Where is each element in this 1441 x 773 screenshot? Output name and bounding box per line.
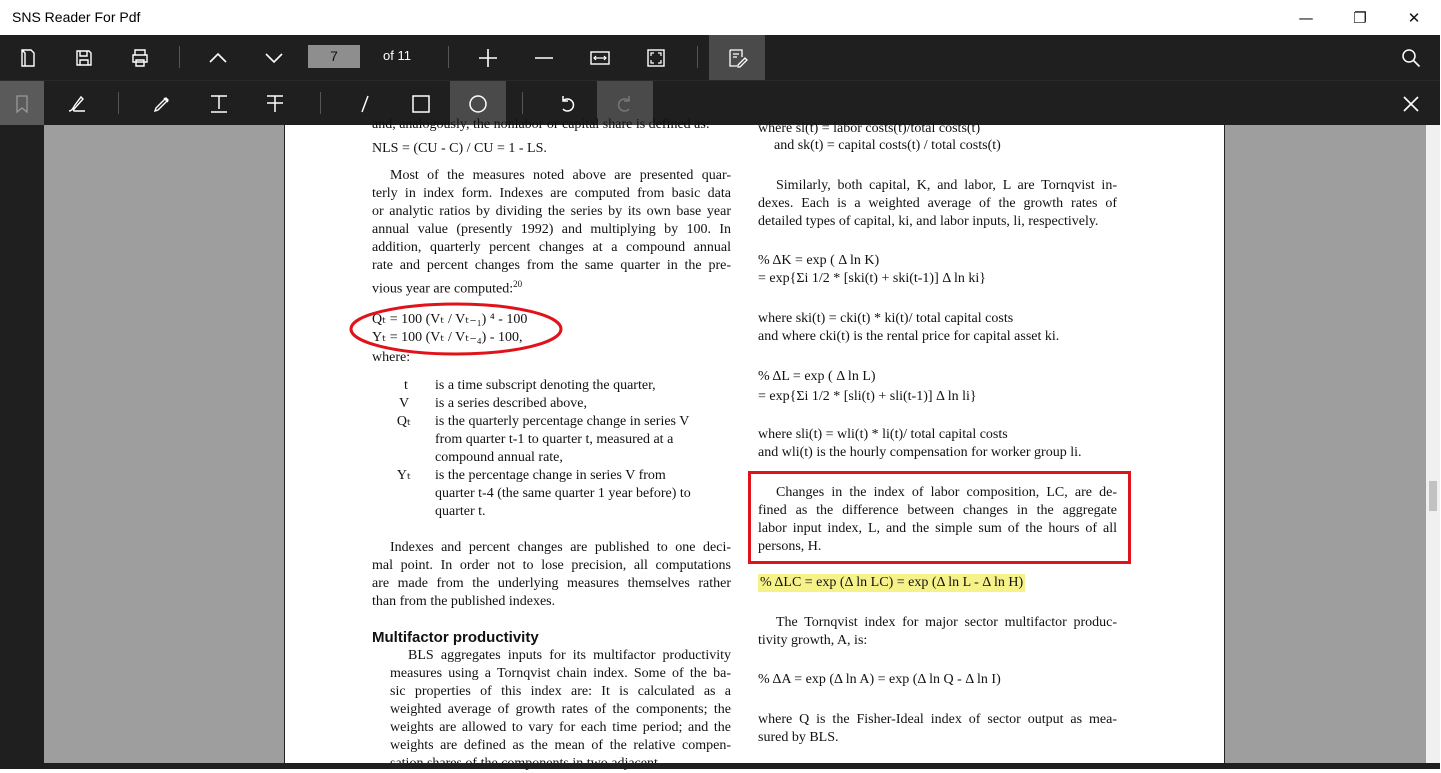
annotate-toggle-button[interactable] — [709, 35, 765, 80]
title-bar — [0, 0, 1440, 35]
fullscreen-icon — [645, 47, 667, 69]
text-line: where sli(t) = wli(t) * li(t)/ total capital costs — [758, 427, 1008, 442]
def-symbol: t — [404, 378, 408, 393]
document-viewer[interactable] — [44, 117, 1426, 769]
text-line: where Q is the Fisher-Ideal index of sector output as mea- — [758, 712, 1117, 727]
text-line: tivity growth, A, is: — [758, 633, 868, 648]
section-heading: Multifactor productivity — [372, 629, 539, 646]
text-line: sic properties of this index are: It is calculated as a — [390, 684, 731, 699]
text-line: and sk(t) = capital costs(t) / total costs(t) — [774, 138, 1001, 153]
text-line: labor input index, L, and the simple sum of the hours of all — [758, 521, 1117, 536]
rectangle-icon — [410, 93, 432, 115]
def-symbol: Qₜ — [396, 414, 412, 429]
minus-icon — [533, 47, 555, 69]
text-line: where: — [372, 350, 411, 365]
print-button[interactable] — [118, 35, 162, 80]
def-symbol: V — [398, 396, 410, 411]
text-line: measures using a Tornqvist chain index. Some of the ba- — [390, 666, 731, 681]
text-line: terly in index form. Indexes are computed from basic data — [372, 186, 731, 201]
minimize-button[interactable]: — — [1298, 8, 1314, 27]
chevron-down-icon — [263, 47, 285, 69]
text-line: where sl(t) = labor costs(t)/total costs(t) — [758, 121, 981, 136]
text-line: and wli(t) is the hourly compensation for worker group li. — [758, 445, 1082, 460]
annotation-toolbar — [0, 80, 1440, 125]
annotate-icon — [726, 47, 748, 69]
page-number-input[interactable]: 7 — [308, 45, 360, 68]
text-line — [372, 275, 522, 299]
text-line: and where cki(t) is the rental price for capital asset ki. — [758, 329, 1060, 344]
def-text: is the quarterly percentage change in series V — [435, 414, 690, 429]
search-button[interactable] — [1389, 35, 1433, 80]
ellipse-annotation[interactable] — [348, 301, 564, 357]
equation-k2: = exp{Σi 1/2 * [ski(t) + ski(t-1)] Δ ln ki} — [758, 271, 986, 286]
equation-q: Qₜ = 100 (Vₜ / Vₜ₋₁) ⁴ - 100 — [372, 312, 528, 327]
text-line: detailed types of capital, ki, and labor inputs, li, respectively. — [758, 214, 1099, 229]
rectangle-annotation[interactable] — [748, 471, 1131, 564]
strikethrough-button[interactable] — [253, 81, 297, 126]
highlighter-icon — [151, 93, 173, 115]
equation-a: % ΔA = exp (Δ ln A) = exp (Δ ln Q - Δ ln I) — [758, 672, 1001, 687]
text-line: fined as the difference between changes in the aggregate — [758, 503, 1117, 518]
fit-width-icon — [589, 47, 611, 69]
main-toolbar — [0, 35, 1440, 80]
line-icon — [354, 93, 376, 115]
equation-l2: = exp{Σi 1/2 * [sli(t) + sli(t-1)] Δ ln li} — [758, 389, 977, 404]
highlighted-equation[interactable]: % ΔLC = exp (Δ ln LC) = exp (Δ ln L - Δ ln H) — [760, 575, 1024, 590]
text-line: Similarly, both capital, K, and labor, L are Tornqvist in- — [776, 178, 1117, 193]
def-text: quarter t-4 (the same quarter 1 year before) to — [435, 486, 691, 501]
scrollbar-thumb[interactable] — [1429, 481, 1437, 511]
text-line: weighted average of growth rates of the components; the — [390, 702, 731, 717]
equation-y: Yₜ = 100 (Vₜ / Vₜ₋₄) - 100, — [372, 330, 523, 345]
footnote-ref: 20 — [513, 279, 523, 289]
def-text: from quarter t-1 to quarter t, measured at a — [435, 432, 674, 447]
bottom-bar — [0, 763, 1440, 769]
redo-icon — [614, 93, 636, 115]
text-line: sured by BLS. — [758, 730, 839, 745]
next-page-button[interactable] — [252, 35, 296, 80]
text-line: NLS = (CU - C) / CU = 1 - LS. — [372, 141, 547, 156]
text-line: addition, quarterly percent changes at a compound annual — [372, 240, 731, 255]
page-total-label: of 11 — [383, 48, 411, 63]
text-span: vious year are computed: — [372, 281, 514, 297]
text-line: persons, H. — [758, 539, 822, 554]
text-line: weights are allowed to vary for each time period; and the — [390, 720, 731, 735]
def-text: is a time subscript denoting the quarter, — [435, 378, 656, 393]
fit-width-button[interactable] — [578, 35, 622, 80]
def-text: is a series described above, — [435, 396, 587, 411]
text-line: The Tornqvist index for major sector multifactor produc- — [776, 615, 1117, 630]
vertical-scrollbar[interactable] — [1426, 125, 1440, 769]
zoom-in-button[interactable] — [466, 35, 510, 80]
def-text: compound annual rate, — [435, 450, 563, 465]
text-line: Most of the measures noted above are presented quar- — [390, 168, 731, 183]
book-icon — [17, 47, 39, 69]
previous-page-button[interactable] — [196, 35, 240, 80]
fullscreen-button[interactable] — [634, 35, 678, 80]
underline-button[interactable] — [197, 81, 241, 126]
save-icon — [73, 47, 95, 69]
def-text: is the percentage change in series V from — [435, 468, 666, 483]
text-line: Indexes and percent changes are published to one deci- — [390, 540, 731, 555]
equation-k1: % ΔK = exp ( Δ ln K) — [758, 253, 880, 268]
bookmark-button[interactable] — [0, 81, 44, 126]
text-line: where ski(t) = cki(t) * ki(t)/ total capital costs — [758, 311, 1014, 326]
pen-icon — [66, 93, 88, 115]
save-button[interactable] — [62, 35, 106, 80]
left-sidebar — [0, 125, 44, 769]
text-line: and, analogously, the nonlabor or capital share is defined as: — [372, 117, 710, 132]
undo-icon — [556, 93, 578, 115]
open-file-button[interactable] — [6, 35, 50, 80]
text-line: mal point. In order not to lose precision, all computations — [372, 558, 731, 573]
text-line: weights are defined as the mean of the relative compen- — [390, 738, 731, 753]
chevron-up-icon — [207, 47, 229, 69]
text-line: are made from the underlying measures themselves rather — [372, 576, 731, 591]
close-icon — [1400, 93, 1422, 115]
close-annotation-toolbar-button[interactable] — [1389, 81, 1433, 126]
app-title: SNS Reader For Pdf — [12, 9, 141, 25]
circle-icon — [467, 93, 489, 115]
freehand-pen-button[interactable] — [55, 81, 99, 126]
text-line: Changes in the index of labor composition, LC, are de- — [776, 485, 1117, 500]
text-line: than from the published indexes. — [372, 594, 556, 609]
bookmark-icon — [11, 93, 33, 115]
pdf-page[interactable] — [284, 117, 1225, 769]
text-line: rate and percent changes from the same quarter in the pre- — [372, 258, 731, 273]
search-icon — [1400, 47, 1422, 69]
text-line: annual value (presently 1992) and multiplying by 100. In — [372, 222, 731, 237]
plus-icon — [477, 47, 499, 69]
equation-l1: % ΔL = exp ( Δ ln L) — [758, 369, 876, 384]
zoom-out-button[interactable] — [522, 35, 566, 80]
text-line: BLS aggregates inputs for its multifactor productivity — [408, 648, 731, 663]
highlighter-button[interactable] — [140, 81, 184, 126]
strikethrough-icon — [264, 93, 286, 115]
text-line: dexes. Each is a weighted average of the growth rates of — [758, 196, 1117, 211]
def-text: quarter t. — [435, 504, 486, 519]
text-line: or analytic ratios by dividing the series by its own base year — [372, 204, 731, 219]
maximize-button[interactable]: ❐ — [1353, 8, 1367, 27]
underline-icon — [208, 93, 230, 115]
close-window-button[interactable]: ✕ — [1407, 8, 1421, 27]
print-icon — [129, 47, 151, 69]
def-symbol: Yₜ — [396, 468, 412, 483]
